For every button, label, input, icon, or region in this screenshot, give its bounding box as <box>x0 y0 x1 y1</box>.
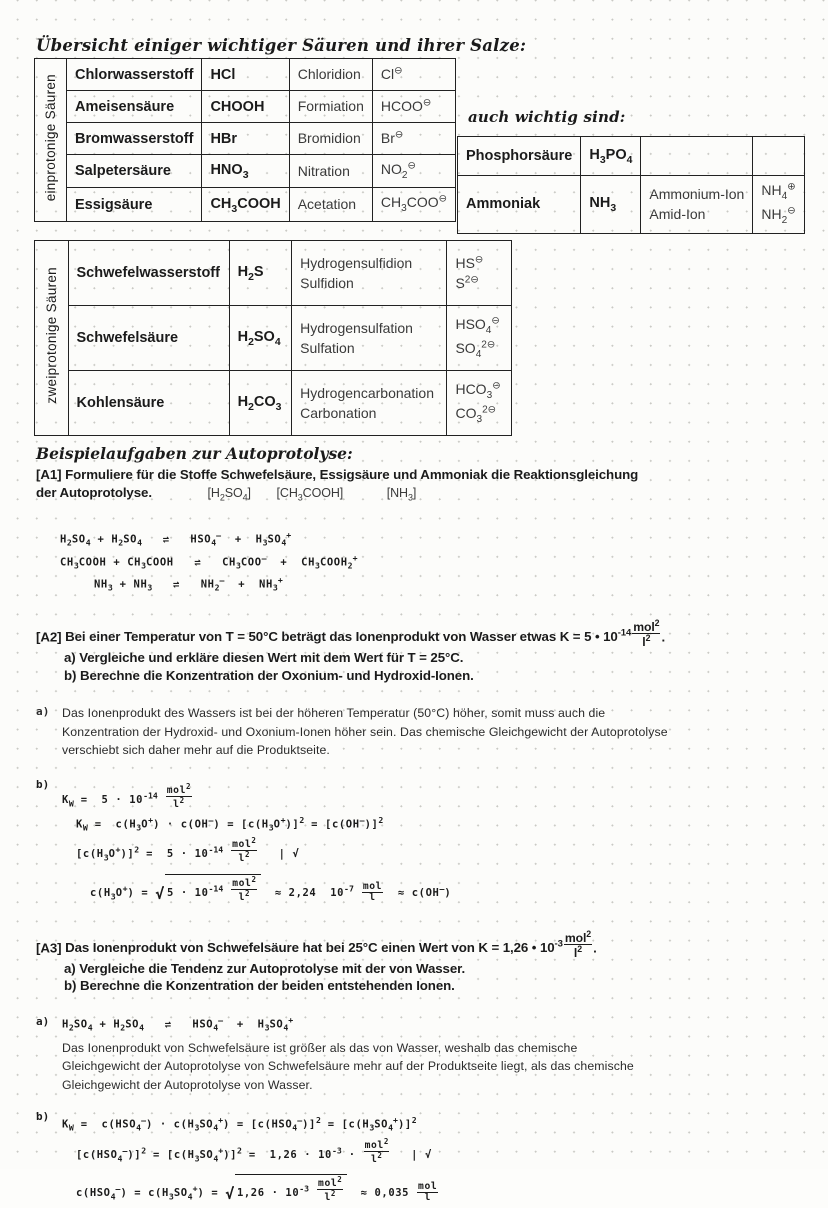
ion-name: Bromidion <box>289 123 372 155</box>
ion-name: Hydrogensulfidion Sulfidion <box>292 241 447 306</box>
answer-a3-a-line1: Das Ionenprodukt von Schwefelsäure ist größer als das von Wasser, weshalb das chemische <box>62 1040 578 1055</box>
acid-formula: $NH_3$ <box>581 176 641 234</box>
table-row <box>35 59 456 91</box>
ion-name: Hydrogensulfation Sulfation <box>292 306 447 371</box>
task-a3-label: [A3] <box>36 940 62 956</box>
ion-name: Chloridion <box>289 59 372 91</box>
task-a1-equations <box>60 530 796 593</box>
secondary-heading: auch wichtig sind: <box>468 108 626 126</box>
ion-name: Acetation <box>289 188 372 221</box>
page-title: Übersicht einiger wichtiger Säuren und ihrer Salze: <box>36 36 527 55</box>
task-a1 <box>36 466 796 504</box>
ion-formula: $CH_3COO^⊖$ <box>372 188 455 221</box>
table-row <box>458 176 805 234</box>
acid-name: Phosphorsäure <box>458 137 581 176</box>
task-a1-line1: Formuliere für die Stoffe Schwefelsäure, Essigsäure und Ammoniak die Reaktionsgleichung <box>65 467 639 482</box>
answer-a2-b-label: b) <box>36 777 50 791</box>
ion-name <box>641 137 753 176</box>
acid-formula: HBr <box>202 123 289 155</box>
table-row <box>35 306 512 371</box>
task-a3: [A3] Das Ionenprodukt von Schwefelsäure hat bei 25°C einen Wert von K = 1,26 • $10^{-3}$ $\frac{mol^2}{l^2}$ . a) Vergleiche die Tendenz zur Autoprotolyse mit der von Wasser. b) Berechne die Konzentration der beiden entstehenden Ionen. <box>36 930 796 995</box>
ion-name: Formiation <box>289 91 372 123</box>
group-label-zweiprotonige: zweiprotonige Säuren <box>35 241 69 436</box>
task-a1-line2: der Autoprotolyse. <box>36 484 152 500</box>
task-a3-sub-b: b) Berechne die Konzentration der beiden entstehenden Ionen. <box>64 978 455 994</box>
task-a2-label: [A2] <box>36 629 62 645</box>
answer-a2-a-line2: Konzentration der Hydroxid- und Oxonium-Ionen höher sein. Das chemische Gleichgewicht der Autoprotolyse <box>62 724 668 739</box>
acid-formula: $H_2SO_4$ <box>229 306 292 371</box>
task-a3-sub-a: a) Vergleiche die Tendenz zur Autoprotolyse mit der von Wasser. <box>64 960 466 976</box>
exercises-section <box>36 444 796 1208</box>
equation-ch3cooh: $CH_3COOH$ + $CH_3COOH$ ⇌ $CH_3COO^-$ + $CH_3COOH_2^+$ <box>60 552 358 571</box>
acid-formula: $HNO_3$ <box>202 155 289 188</box>
a3-b-line-1: $K_W = c(HSO_4^-) \cdot c(H_3SO_4^+) = [c(HSO_4^-)]^2 = [c(H_3SO_4^+)]^2$ <box>62 1114 417 1133</box>
acid-name: Kohlensäure <box>68 371 229 436</box>
acid-name: Ameisensäure <box>67 91 202 123</box>
a3-b-line-3: $c(HSO_4^-) = c(H_3SO_4^+)$ = √ $1,26 \cdot 10^{-3}$ $\frac{mol^2}{l^2}$ ≈ 0,035 $\frac{\text{mol}}{l}$ <box>76 1174 438 1203</box>
answer-a3-b-label: b) <box>36 1109 50 1123</box>
ion-formula: $HCO_3^⊖$ $CO_3^{2⊖}$ <box>447 371 512 436</box>
task-a2: [A2] Bei einer Temperatur von T = 50°C beträgt das Ionenprodukt von Wasser etwas K = 5 • $10^{-14}$ $\frac{mol^2}{l^2}$ . a) Vergleiche und erkläre diesen Wert mit dem Wert für T = 25°C. b) Berechne die Konzentration der Oxonium- und Hydroxid-Ionen. <box>36 619 796 684</box>
task-a2-sub-b: b) Berechne die Konzentration der Oxonium- und Hydroxid-Ionen. <box>64 667 474 683</box>
a2-b-line-1: $K_W = 5 \cdot 10^{-14}$ $\frac{mol^2}{l^2}$ <box>62 781 191 810</box>
answer-a2-a-line1: Das Ionenprodukt des Wassers ist bei der höheren Temperatur (50°C) höher, somit muss auch die <box>62 706 606 721</box>
task-a1-bracket-1: $[H_2SO_4]$ <box>207 485 251 503</box>
acid-name: Schwefelwasserstoff <box>68 241 229 306</box>
answer-a2-a <box>36 704 796 759</box>
table-also-important <box>457 136 805 234</box>
ion-formula: $HSO_4^⊖$ $SO_4^{2⊖}$ <box>447 306 512 371</box>
acid-formula: $CH_3COOH$ <box>202 188 289 221</box>
ion-formula: $NH_4^\oplus$ $NH_2^⊖$ <box>753 176 804 234</box>
ion-formula: $NO_2^⊖$ <box>372 155 455 188</box>
answer-a2-a-line3: verschiebt sich daher mehr auf die Produktseite. <box>62 743 330 758</box>
task-a1-label: [A1] <box>36 467 62 482</box>
ion-formula: HS⊖ $S^{2⊖}$ <box>447 241 512 306</box>
acid-name: Bromwasserstoff <box>67 123 202 155</box>
a3-a-equation: $H_2SO_4 + H_2SO_4$ ⇌ $HSO_4^- + H_3SO_4^+$ <box>62 1015 294 1033</box>
acid-name: Schwefelsäure <box>68 306 229 371</box>
equation-h2so4: $H_2SO_4 + H_2SO_4$ ⇌ $HSO_4^- + H_3SO_4^+$ <box>60 530 292 548</box>
acid-formula: $H_3PO_4$ <box>581 137 641 176</box>
a2-b-line-2: $K_W = c(H_3O^+) \cdot c(OH^-) = [c(H_3O^+)]^2 = [c(OH^-)]^2$ <box>76 814 384 833</box>
task-a3-text: Das Ionenprodukt von Schwefelsäure hat bei 25°C einen Wert von K = 1,26 • $10^{-3}$ <box>65 938 563 956</box>
ion-name: Nitration <box>289 155 372 188</box>
task-a1-bracket-2: $[CH_3COOH]$ <box>276 485 344 503</box>
task-a2-text: Bei einer Temperatur von T = 50°C beträgt das Ionenprodukt von Wasser etwas K = 5 • $10^{-14}$ <box>65 628 632 645</box>
ion-formula: HCOO⊖ <box>372 91 455 123</box>
table-diprotic-acids <box>34 240 512 436</box>
answer-a2-a-label: a) <box>36 705 50 719</box>
table-row <box>35 241 512 306</box>
equation-nh3: $NH_3 + NH_3$ ⇌ $NH_2^- + NH_3^+$ <box>94 575 283 593</box>
acid-formula: $H_2CO_3$ <box>229 371 292 436</box>
acid-name: Salpetersäure <box>67 155 202 188</box>
task-a1-bracket-3: $[NH_3]$ <box>386 485 417 503</box>
a3-b-line-2: $[c(HSO_4^-)]^2 = [c(H_3SO_4^+)]^2 = 1,26 \cdot 10^{-3}$ · $\frac{mol^2}{l^2}$ | √ <box>76 1136 432 1165</box>
table-row <box>35 155 456 188</box>
group-label-einprotonige: einprotonige Säuren <box>35 59 67 222</box>
table-row <box>35 91 456 123</box>
table-row <box>35 188 456 221</box>
unit-fraction-mol2-l2-a3: $\frac{mol^2}{l^2}$ <box>564 928 592 961</box>
a2-b-line-3: $[c(H_3O^+)]^2 = 5 \cdot 10^{-14}$ $\frac{mol^2}{l^2}$ | √ <box>76 836 300 865</box>
answer-a3-a-line3: Gleichgewicht der Autoprotolyse von Wasser. <box>62 1077 313 1092</box>
unit-fraction-mol2-l2: $\frac{mol^2}{l^2}$ <box>633 617 660 650</box>
acid-formula: $H_2S$ <box>229 241 292 306</box>
task-a2-sub-a: a) Vergleiche und erkläre diesen Wert mit dem Wert für T = 25°C. <box>64 650 464 666</box>
table-row <box>35 371 512 436</box>
acid-name: Ammoniak <box>458 176 581 234</box>
table-row <box>458 137 805 176</box>
ion-name: Ammonium-Ion Amid-Ion <box>641 176 753 234</box>
ion-formula: Cl⊖ <box>372 59 455 91</box>
answer-a2-b <box>36 778 796 908</box>
acid-formula: CHOOH <box>202 91 289 123</box>
answer-a3-b <box>36 1110 796 1208</box>
answer-a3-a-line2: Gleichgewicht der Autoprotolyse von Schwefelsäure mehr auf der Produktseite liegt, als das chemische <box>62 1059 634 1074</box>
ion-formula <box>753 137 804 176</box>
acid-name: Essigsäure <box>67 188 202 221</box>
answer-a3-a <box>36 1015 796 1094</box>
ion-formula: Br⊖ <box>372 123 455 155</box>
exercises-title: Beispielaufgaben zur Autoprotolyse: <box>36 444 353 463</box>
table-row <box>35 123 456 155</box>
acid-name: Chlorwasserstoff <box>67 59 202 91</box>
table-monoprotic-acids <box>34 58 456 222</box>
a2-b-line-4: $c(H_3O^+)$ = √ $5 \cdot 10^{-14}$ $\frac{mol^2}{l^2}$ ≈ 2,24 $10^{-7}$ $\frac{\text{mol}}{l}$ ≈ c(OH–) <box>90 874 452 903</box>
acid-formula: HCl <box>202 59 289 91</box>
answer-a3-a-label: a) <box>36 1015 50 1029</box>
ion-name: Hydrogencarbonation Carbonation <box>292 371 447 436</box>
